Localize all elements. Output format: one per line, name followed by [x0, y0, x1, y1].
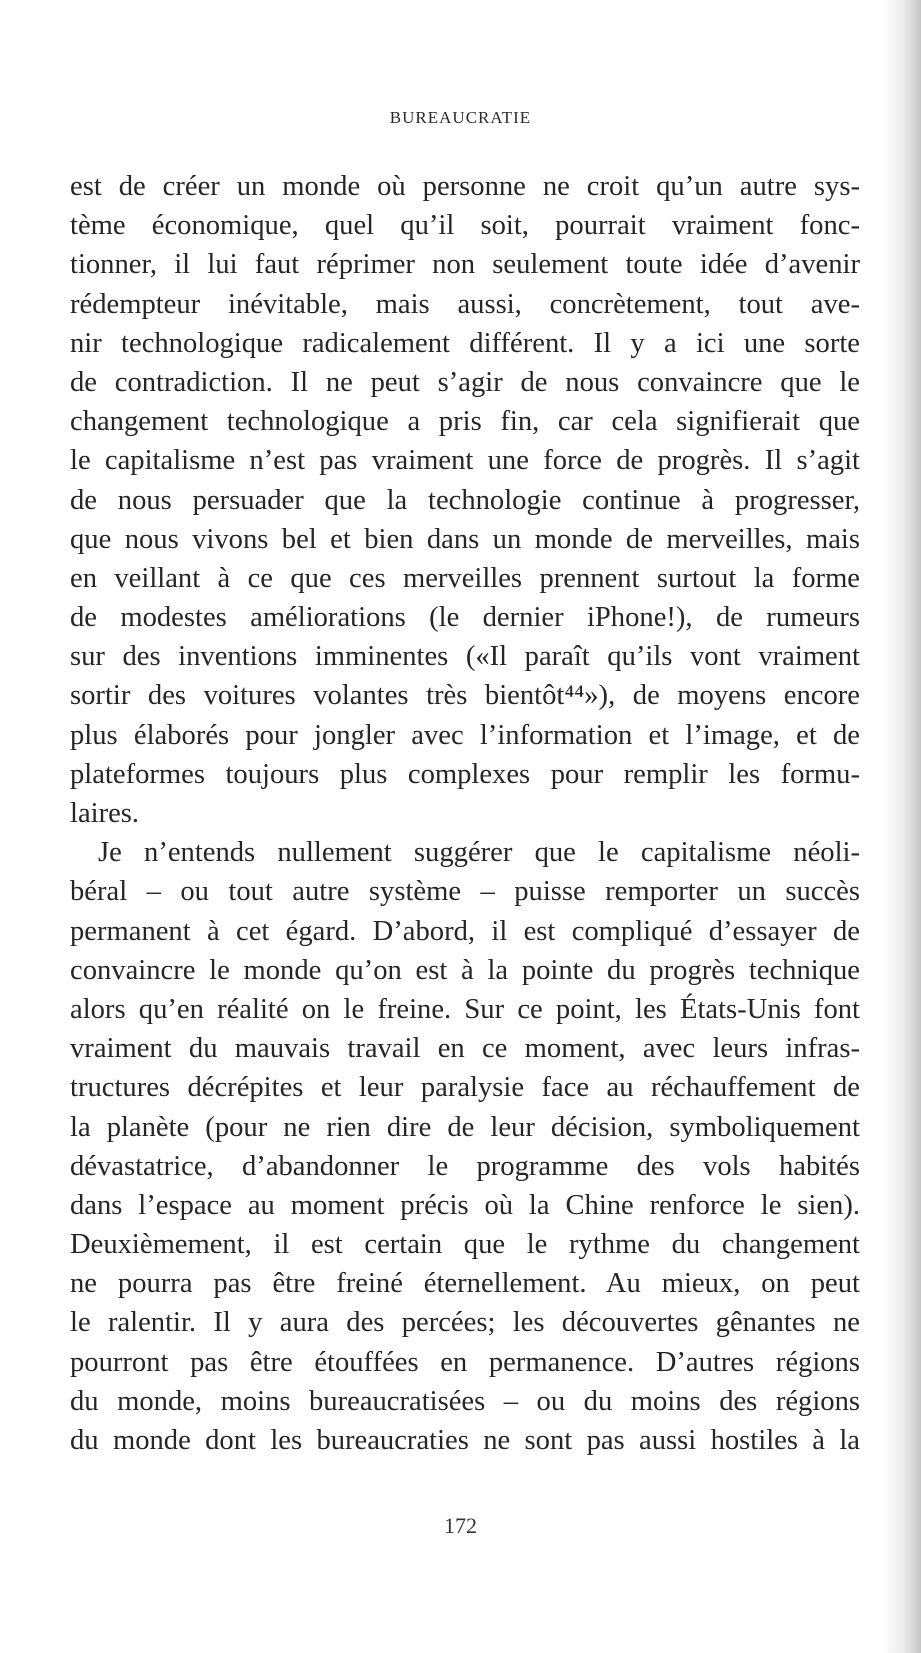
- text-line: ne pourra pas être freiné éternellement. Au mieux, on peut: [70, 1268, 860, 1300]
- text-line: le ralentir. Il y aura des percées; les découvertes gênantes ne: [70, 1307, 860, 1339]
- text-line: la planète (pour ne rien dire de leur décision, symboliquement: [70, 1111, 860, 1143]
- text-line: plus élaborés pour jongler avec l’information et l’image, et de: [70, 719, 860, 751]
- text-line: sur des inventions imminentes («Il paraît qu’ils vont vraiment: [70, 641, 860, 673]
- text-line: alors qu’en réalité on le freine. Sur ce point, les États-Unis font: [70, 993, 860, 1025]
- text-line: rédempteur inévitable, mais aussi, concrètement, tout ave-: [70, 288, 860, 320]
- text-line: nir technologique radicalement différent. Il y a ici une sorte: [70, 327, 860, 359]
- text-line: que nous vivons bel et bien dans un monde de merveilles, mais: [70, 523, 860, 555]
- text-line: dans l’espace au moment précis où la Chine renforce le sien).: [70, 1189, 860, 1221]
- text-line: dévastatrice, d’abandonner le programme des vols habités: [70, 1150, 860, 1182]
- running-head: BUREAUCRATIE: [389, 108, 532, 127]
- paragraph-start-line: Je n’entends nullement suggérer que le capitalisme néoli-: [98, 837, 860, 869]
- body-text: [70, 167, 860, 1460]
- text-line: de contradiction. Il ne peut s’agir de nous convaincre que le: [70, 366, 860, 398]
- text-line: vraiment du mauvais travail en ce moment, avec leurs infras-: [70, 1033, 860, 1065]
- text-line: de nous persuader que la technologie continue à progresser,: [70, 484, 860, 516]
- text-line: pourront pas être étouffées en permanence. D’autres régions: [70, 1346, 860, 1378]
- text-line: est de créer un monde où personne ne croit qu’un autre sys-: [70, 171, 860, 202]
- text-line: en veillant à ce que ces merveilles prennent surtout la forme: [70, 562, 860, 594]
- text-line: tructures décrépites et leur paralysie face au réchauffement de: [70, 1072, 860, 1104]
- text-line: plateformes toujours plus complexes pour remplir les formu-: [70, 758, 860, 790]
- text-line: béral – ou tout autre système – puisse remporter un succès: [70, 876, 860, 908]
- text-line: Deuxièmement, il est certain que le rythme du changement: [70, 1229, 860, 1261]
- text-line: convaincre le monde qu’on est à la pointe du progrès technique: [70, 954, 860, 986]
- text-line: le capitalisme n’est pas vraiment une force de progrès. Il s’agit: [70, 445, 860, 477]
- text-line: de modestes améliorations (le dernier iPhone!), de rumeurs: [70, 602, 860, 634]
- text-line: changement technologique a pris fin, car cela signifierait que: [70, 406, 860, 438]
- text-line: tème économique, quel qu’il soit, pourrait vraiment fonc-: [70, 210, 860, 242]
- text-line: du monde, moins bureaucratisées – ou du moins des régions: [70, 1385, 860, 1417]
- page-number: 172: [444, 1513, 477, 1538]
- text-line: sortir des voitures volantes très bientôt⁴⁴»), de moyens encore: [70, 680, 860, 712]
- text-line: tionner, il lui faut réprimer non seulement toute idée d’avenir: [70, 249, 860, 281]
- text-line: permanent à cet égard. D’abord, il est compliqué d’essayer de: [70, 915, 860, 947]
- page-edge-shadow: [881, 0, 921, 1653]
- text-line: du monde dont les bureaucraties ne sont pas aussi hostiles à la: [70, 1425, 860, 1456]
- paragraph-end-line: laires.: [70, 798, 140, 829]
